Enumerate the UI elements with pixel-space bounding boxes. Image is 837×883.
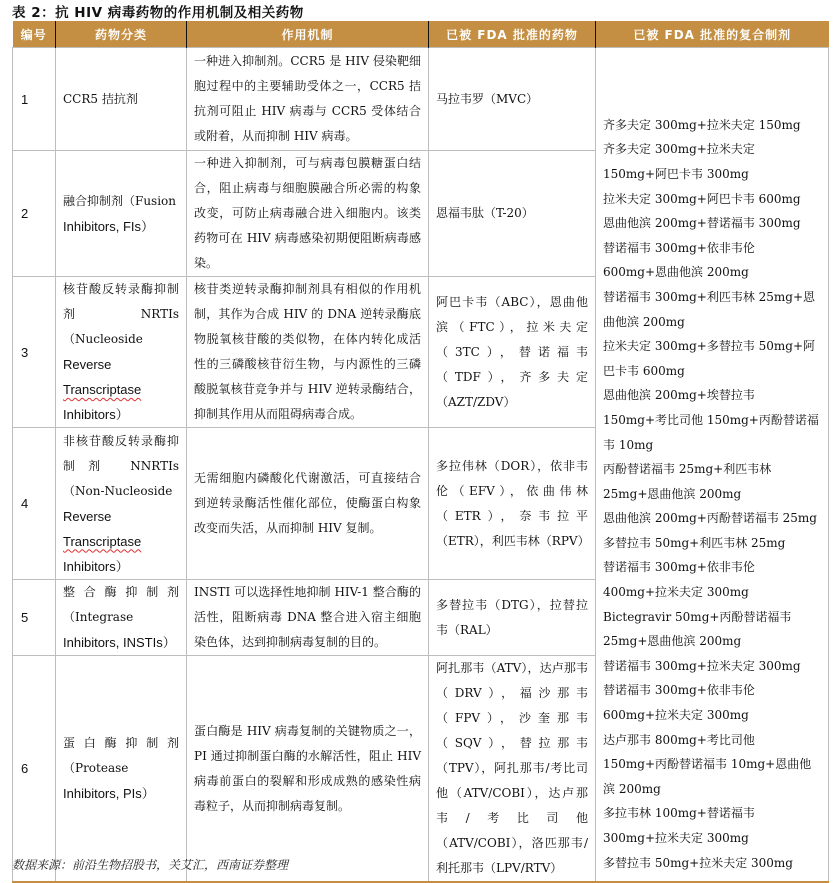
data-source-note: 数据来源：前沿生物招股书，关艾汇，西南证券整理 (12, 858, 289, 872)
combination-drug-item: 替诺福韦 300mg+依非韦伦 600mg+恩曲他滨 200mg (603, 240, 755, 280)
combination-drugs-cell (596, 48, 829, 883)
table-row (13, 48, 829, 151)
table-header-row (13, 21, 829, 48)
mechanism-cell: INSTI 可以选择性地抑制 HIV-1 整合酶的活性，阻断病毒 DNA 整合进入宿主细胞染色体，达到抑制病毒复制的目的。 (187, 580, 429, 656)
category-line: Inhibitors, PIs） (63, 786, 155, 801)
approved-drugs-cell: 阿扎那韦（ATV），达卢那韦（DRV），福沙那韦（FPV），沙奎那韦（SQV），替拉那韦（TPV），阿扎那韦/考比司他（ATV/COBI），达卢那韦/考比司他（ATV/COBI），洛匹那韦/利托那韦（LPV/RTV） (429, 656, 596, 883)
approved-drugs-cell: 阿巴卡韦（ABC），恩曲他滨（FTC），拉米夫定（3TC），替诺福韦（TDF），齐多夫定（AZT/ZDV） (429, 277, 596, 428)
combination-drug-item: 替诺福韦 300mg+依非韦伦 400mg+拉米夫定 300mg (603, 560, 755, 600)
category-line: Reverse (63, 508, 112, 524)
combination-drug-list (603, 113, 821, 875)
category-line: 蛋白酶抑制剂（Protease (63, 736, 179, 775)
combination-drug-item: 丙酚替诺福韦 25mg+利匹韦林 25mg+恩曲他滨 200mg (603, 462, 772, 501)
column-header-combination-drugs: 已被 FDA 批准的复合制剂 (596, 21, 829, 48)
category-line: 整合酶抑制剂（Integrase (63, 585, 179, 624)
category-line: 核苷酸反转录酶抑制剂 NRTIs（Nucleoside (63, 282, 179, 346)
approved-drugs-cell: 多替拉韦（DTG），拉替拉韦（RAL） (429, 580, 596, 656)
table-title: 表 2：抗 HIV 病毒药物的作用机制及相关药物 (12, 5, 304, 21)
drug-category (56, 277, 187, 428)
combination-drug-item: 拉米夫定 300mg+阿巴卡韦 600mg (603, 191, 801, 206)
category-line: Inhibitors, INSTIs） (63, 635, 176, 650)
row-number: 2 (13, 151, 56, 277)
row-number: 6 (13, 656, 56, 883)
drug-category (56, 580, 187, 656)
row-number: 1 (13, 48, 56, 151)
combination-drug-item: 达卢那韦 800mg+考比司他 150mg+丙酚替诺福韦 10mg+恩曲他滨 200mg (603, 732, 812, 796)
category-line: Reverse (63, 357, 112, 372)
approved-drugs-cell: 恩福韦肽（T-20） (429, 151, 596, 277)
combination-drug-item: 替诺福韦 300mg+依非韦伦 600mg+拉米夫定 300mg (603, 683, 755, 723)
category-line: Inhibitors） (63, 407, 129, 422)
drug-category (56, 656, 187, 883)
category-line: Transcriptase (63, 533, 142, 549)
combination-drug-item: 齐多夫定 300mg+拉米夫定 150mg+阿巴卡韦 300mg (603, 142, 755, 181)
mechanism-cell: 蛋白酶是 HIV 病毒复制的关键物质之一，PI 通过抑制蛋白酶的水解活性，阻止 HIV 病毒前蛋白的裂解和形成成熟的感染性病毒粒子，从而抑制病毒复制。 (187, 656, 429, 883)
combination-drug-item: 恩曲他滨 200mg+埃替拉韦 150mg+考比司他 150mg+丙酚替诺福韦 10mg (603, 388, 819, 452)
combination-drug-item: 恩曲他滨 200mg+丙酚替诺福韦 25mg (603, 511, 817, 526)
mechanism-cell: 无需细胞内磷酸化代谢激活，可直接结合到逆转录酶活性催化部位，使酶蛋白构象改变而失活，从而抑制 HIV 复制。 (187, 428, 429, 580)
category-line: Transcriptase (63, 382, 142, 397)
column-header-number: 编号 (13, 21, 56, 48)
combination-drug-item: 替诺福韦 300mg+拉米夫定 300mg (603, 658, 801, 673)
combination-drug-item: 恩曲他滨 200mg+替诺福韦 300mg (603, 216, 801, 231)
category-line: 融合抑制剂（Fusion (63, 193, 177, 208)
column-header-approved-drugs: 已被 FDA 批准的药物 (429, 21, 596, 48)
category-line: 非核苷酸反转录酶抑制剂 NNRTIs（Non-Nucleoside (63, 433, 179, 498)
drug-category (56, 48, 187, 151)
category-line: Inhibitors） (63, 558, 129, 574)
combination-drug-item: 多替拉韦 50mg+拉米夫定 300mg (603, 855, 793, 870)
mechanism-cell: 核苷类逆转录酶抑制剂具有相似的作用机制，其作为合成 HIV 的 DNA 逆转录酶底物脱氧核苷酸的类似物，在体内转化成活性的三磷酸核苷衍生物，与内源性的三磷酸脱氧核苷竞争并与 HIV 逆转录酶结合，抑制其作用从而阻碍病毒合成。 (187, 277, 429, 428)
mechanism-cell: 一种进入抑制剂。CCR5 是 HIV 侵染靶细胞过程中的主要辅助受体之一，CCR5 拮抗剂可阻止 HIV 病毒与 CCR5 受体结合或附着，从而抑制 HIV 病毒。 (187, 48, 429, 151)
combination-drug-item: 多拉韦林 100mg+替诺福韦 300mg+拉米夫定 300mg (603, 806, 755, 846)
approved-drugs-cell: 多拉伟林（DOR），依非韦伦（EFV），依曲伟林（ETR），奈韦拉平（ETR），利匹韦林（RPV） (429, 428, 596, 580)
approved-drugs-cell: 马拉韦罗（MVC） (429, 48, 596, 151)
row-number: 5 (13, 580, 56, 656)
combination-drug-item: Bictegravir 50mg+丙酚替诺福韦 25mg+恩曲他滨 200mg (603, 609, 792, 649)
row-number: 3 (13, 277, 56, 428)
column-header-category: 药物分类 (56, 21, 187, 48)
category-line: CCR5 拮抗剂 (63, 91, 138, 106)
drug-category (56, 151, 187, 277)
row-number: 4 (13, 428, 56, 580)
column-header-mechanism: 作用机制 (187, 21, 429, 48)
mechanism-cell: 一种进入抑制剂，可与病毒包膜糖蛋白结合，阻止病毒与细胞膜融合所必需的构象改变，可防止病毒融合进入细胞内。该类药物可在 HIV 病毒感染初期便阻断病毒感染。 (187, 151, 429, 277)
combination-drug-item: 多替拉韦 50mg+利匹韦林 25mg (603, 535, 786, 550)
combination-drug-item: 替诺福韦 300mg+利匹韦林 25mg+恩曲他滨 200mg (603, 289, 816, 329)
drug-category (56, 428, 187, 580)
category-line: Inhibitors, FIs） (63, 218, 155, 234)
combination-drug-item: 齐多夫定 300mg+拉米夫定 150mg (603, 117, 801, 132)
combination-drug-item: 拉米夫定 300mg+多替拉韦 50mg+阿巴卡韦 600mg (603, 339, 816, 378)
hiv-drug-table (12, 21, 829, 883)
